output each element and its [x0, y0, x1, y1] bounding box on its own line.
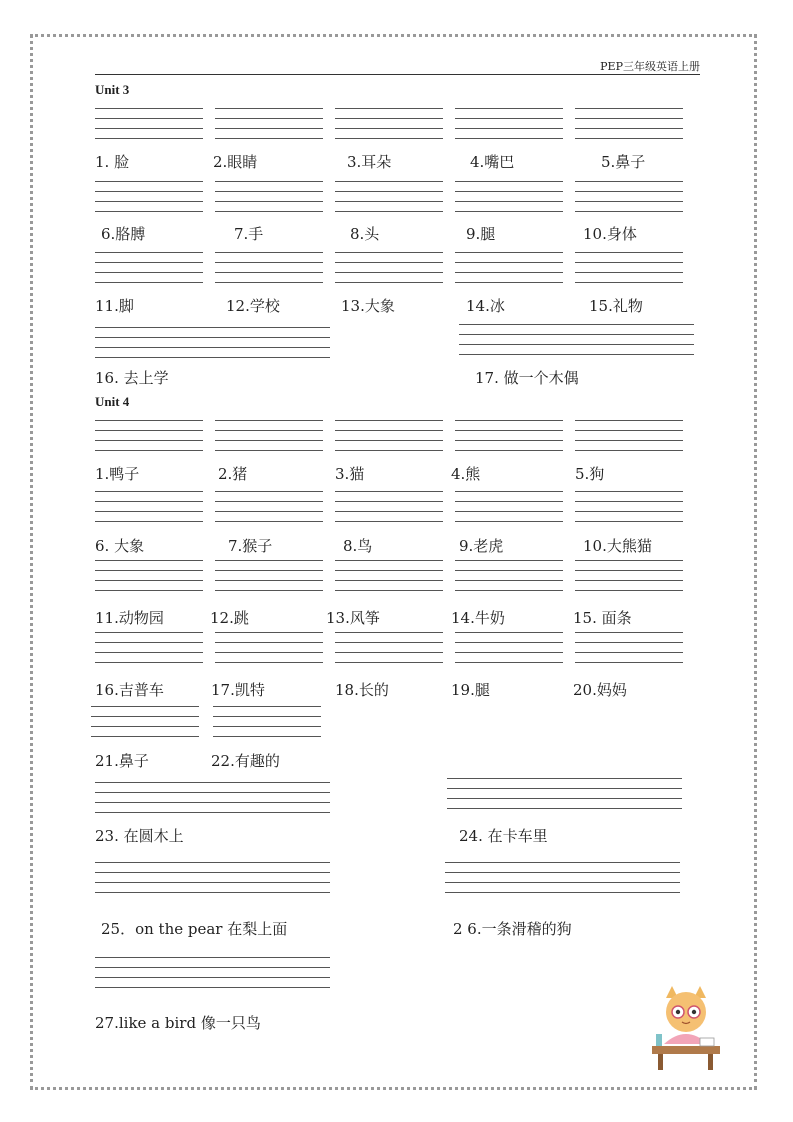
unit3-item-label-16: 16. 去上学 — [95, 369, 169, 387]
unit4-item-label-18: 18.长的 — [335, 681, 389, 699]
unit3-writing-lines-13[interactable] — [335, 252, 443, 288]
unit4-writing-lines-17[interactable] — [215, 632, 323, 668]
unit4-item-label-12: 12.跳 — [210, 609, 249, 627]
unit4-writing-lines-5[interactable] — [575, 420, 683, 456]
unit3-item-label-5: 5.鼻子 — [601, 153, 646, 171]
unit4-writing-lines-7[interactable] — [215, 491, 323, 527]
unit3-writing-lines-17[interactable] — [459, 324, 694, 360]
unit4-writing-lines-2[interactable] — [215, 420, 323, 456]
unit4-writing-lines-4[interactable] — [455, 420, 563, 456]
unit4-item-label-15: 15. 面条 — [573, 609, 632, 627]
unit4-item-label-26: 2 6.一条滑稽的狗 — [453, 920, 572, 938]
unit3-item-label-10: 10.身体 — [583, 225, 637, 243]
unit4-writing-lines-20[interactable] — [575, 632, 683, 668]
unit3-item-label-11: 11.脚 — [95, 297, 134, 315]
unit4-writing-lines-24[interactable] — [447, 778, 682, 814]
unit4-item-label-19: 19.腿 — [451, 681, 490, 699]
unit3-writing-lines-4[interactable] — [455, 108, 563, 144]
unit4-item-label-27: 27.like a bird 像一只鸟 — [95, 1014, 261, 1032]
unit3-writing-lines-9[interactable] — [455, 181, 563, 217]
unit4-writing-lines-1[interactable] — [95, 420, 203, 456]
unit4-item-label-10: 10.大熊猫 — [583, 537, 652, 555]
unit3-item-label-2: 2.眼睛 — [213, 153, 258, 171]
unit4-writing-lines-14[interactable] — [455, 560, 563, 596]
unit4-writing-lines-15[interactable] — [575, 560, 683, 596]
unit4-item-label-9: 9.老虎 — [459, 537, 504, 555]
unit4-title: Unit 4 — [95, 394, 130, 409]
unit4-writing-lines-25[interactable] — [95, 862, 330, 898]
unit3-writing-lines-11[interactable] — [95, 252, 203, 288]
unit3-title: Unit 3 — [95, 82, 130, 97]
unit4-writing-lines-18[interactable] — [335, 632, 443, 668]
unit4-item-label-8: 8.鸟 — [343, 537, 373, 555]
unit4-writing-lines-11[interactable] — [95, 560, 203, 596]
unit3-item-label-12: 12.学校 — [226, 297, 280, 315]
unit4-item-label-3: 3.猫 — [335, 465, 365, 483]
unit3-writing-lines-6[interactable] — [95, 181, 203, 217]
unit4-item-label-4: 4.熊 — [451, 465, 481, 483]
unit4-writing-lines-8[interactable] — [335, 491, 443, 527]
unit4-item-label-5: 5.狗 — [575, 465, 605, 483]
unit4-item-label-17: 17.凯特 — [211, 681, 265, 699]
unit3-writing-lines-7[interactable] — [215, 181, 323, 217]
unit4-item-label-7: 7.猴子 — [228, 537, 273, 555]
unit4-writing-lines-27[interactable] — [95, 957, 330, 993]
unit4-writing-lines-9[interactable] — [455, 491, 563, 527]
unit3-writing-lines-1[interactable] — [95, 108, 203, 144]
unit3-writing-lines-3[interactable] — [335, 108, 443, 144]
unit3-item-label-1: 1. 脸 — [95, 153, 130, 171]
unit3-writing-lines-16[interactable] — [95, 327, 330, 363]
unit3-writing-lines-15[interactable] — [575, 252, 683, 288]
page-header — [95, 56, 700, 75]
unit3-item-label-15: 15.礼物 — [589, 297, 643, 315]
unit4-item-label-6: 6. 大象 — [95, 537, 145, 555]
unit3-item-label-7: 7.手 — [234, 225, 264, 243]
unit4-item-label-25: 25．on the pear 在梨上面 — [101, 920, 288, 938]
unit4-writing-lines-6[interactable] — [95, 491, 203, 527]
unit3-item-label-4: 4.嘴巴 — [470, 153, 515, 171]
unit3-writing-lines-5[interactable] — [575, 108, 683, 144]
unit4-writing-lines-26[interactable] — [445, 862, 680, 898]
unit4-item-label-11: 11.动物园 — [95, 609, 164, 627]
unit4-writing-lines-13[interactable] — [335, 560, 443, 596]
unit3-item-label-9: 9.腿 — [466, 225, 496, 243]
unit4-item-label-13: 13.风筝 — [326, 609, 380, 627]
unit3-writing-lines-10[interactable] — [575, 181, 683, 217]
unit3-item-label-14: 14.冰 — [466, 297, 505, 315]
unit4-item-label-14: 14.牛奶 — [451, 609, 505, 627]
unit4-writing-lines-19[interactable] — [455, 632, 563, 668]
unit4-item-label-20: 20.妈妈 — [573, 681, 627, 699]
unit3-writing-lines-14[interactable] — [455, 252, 563, 288]
unit4-item-label-16: 16.吉普车 — [95, 681, 164, 699]
unit3-writing-lines-2[interactable] — [215, 108, 323, 144]
unit4-writing-lines-22[interactable] — [213, 706, 321, 742]
unit4-item-label-1: 1.鸭子 — [95, 465, 140, 483]
unit4-item-label-22: 22.有趣的 — [211, 752, 280, 770]
unit4-writing-lines-10[interactable] — [575, 491, 683, 527]
unit4-item-label-23: 23. 在圆木上 — [95, 827, 184, 845]
unit4-writing-lines-23[interactable] — [95, 782, 330, 818]
unit4-item-label-2: 2.猪 — [218, 465, 248, 483]
unit4-writing-lines-12[interactable] — [215, 560, 323, 596]
unit3-writing-lines-12[interactable] — [215, 252, 323, 288]
unit3-item-label-6: 6.胳膊 — [101, 225, 146, 243]
header-title: PEP三年级英语上册 — [600, 60, 700, 73]
unit3-item-label-8: 8.头 — [350, 225, 380, 243]
unit3-item-label-13: 13.大象 — [341, 297, 395, 315]
unit4-writing-lines-21[interactable] — [91, 706, 199, 742]
unit4-writing-lines-3[interactable] — [335, 420, 443, 456]
unit4-item-label-24: 24. 在卡车里 — [459, 827, 548, 845]
unit3-item-label-17: 17. 做一个木偶 — [475, 369, 579, 387]
unit3-writing-lines-8[interactable] — [335, 181, 443, 217]
unit4-item-label-21: 21.鼻子 — [95, 752, 149, 770]
unit4-writing-lines-16[interactable] — [95, 632, 203, 668]
cartoon-cat-illustration — [644, 984, 728, 1072]
unit3-item-label-3: 3.耳朵 — [347, 153, 392, 171]
